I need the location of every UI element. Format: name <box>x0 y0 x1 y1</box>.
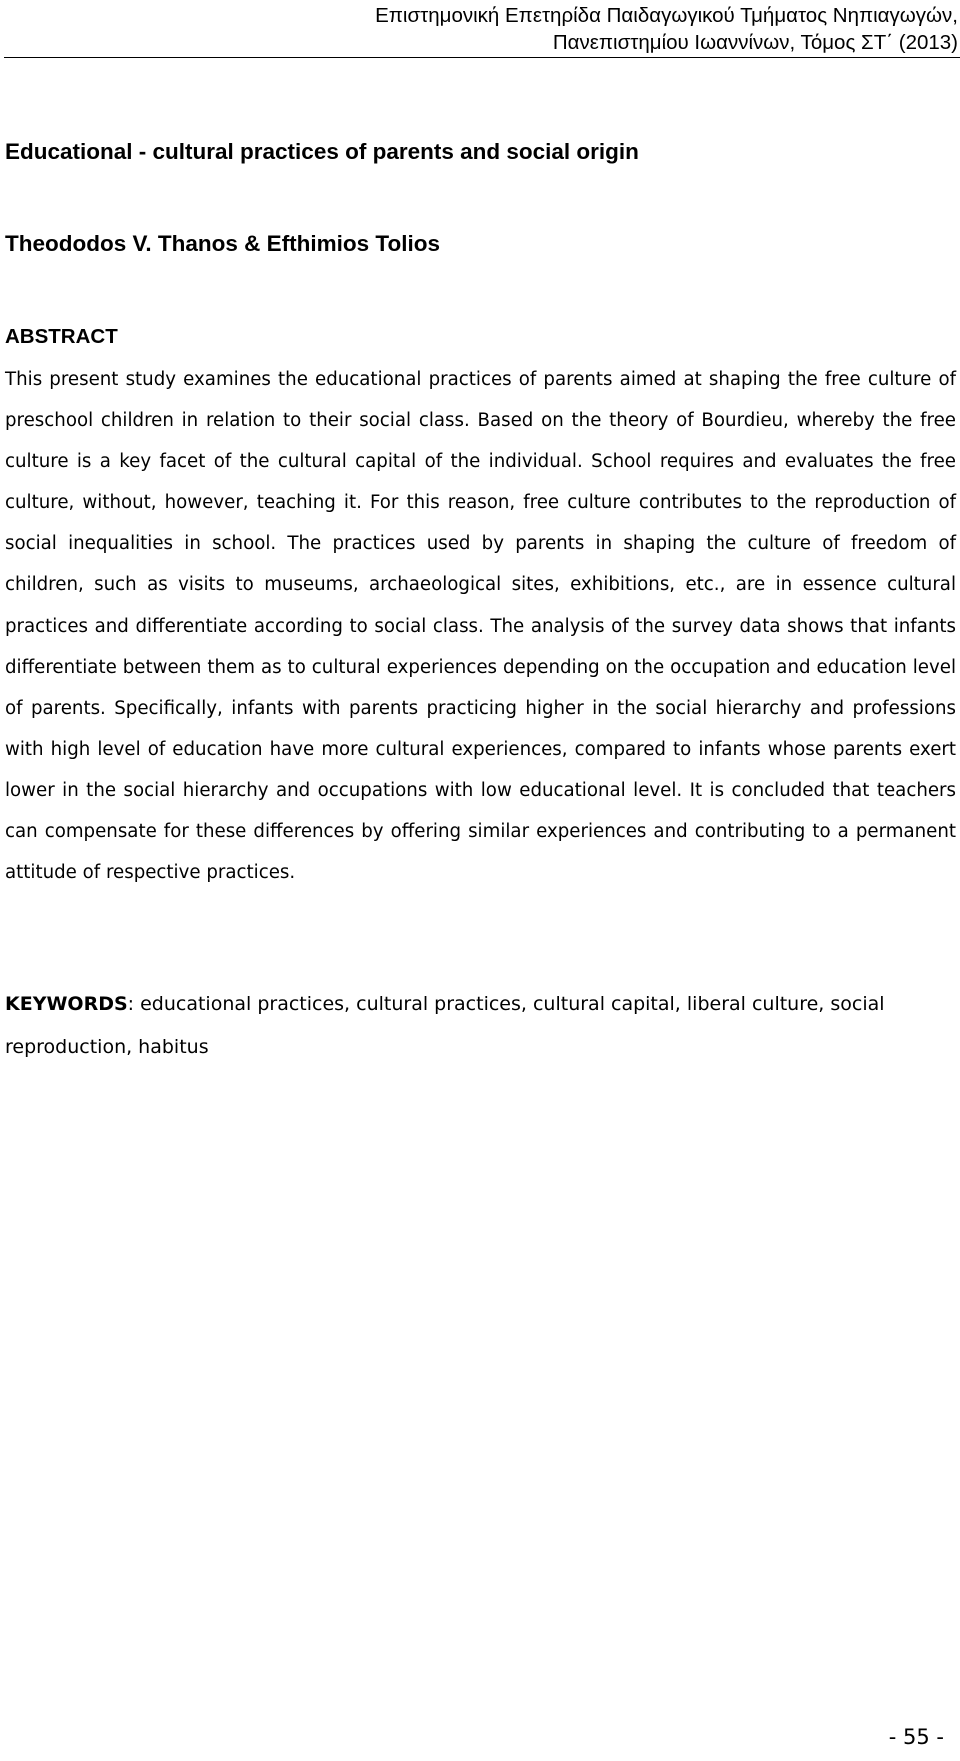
keywords-paragraph <box>5 983 956 1069</box>
paper-authors: Theododos V. Thanos & Efthimios Tolios <box>5 231 441 256</box>
header-divider <box>4 57 960 58</box>
journal-header-line-1: Επιστημονική Επετηρίδα Παιδαγωγικού Τμήματος Νηπιαγωγών, <box>375 4 958 27</box>
journal-header <box>375 2 958 56</box>
keywords-text: : educational practices, cultural practices, cultural capital, liberal culture, social reproduction, habitus <box>5 993 885 1058</box>
paper-title: Educational - cultural practices of parents and social origin <box>5 139 639 164</box>
page-number: - 55 - <box>888 1725 944 1749</box>
abstract-body <box>5 359 956 893</box>
abstract-text: This present study examines the educational practices of parents aimed at shaping the free culture of preschool children in relation to their social class. Based on the theory of Bourdieu, whereby the free culture is a key facet of the cultural capital of the individual. School requires and evaluates the free culture, without, however, teaching it. For this reason, free culture contributes to the reproduction of social inequalities in school. The practices used by parents in shaping the culture of freedom of children, such as visits to museums, archaeological sites, exhibitions, etc., are in essence cultural practices and differentiate according to social class. The analysis of the survey data shows that infants differentiate between them as to cultural experiences depending on the occupation and education level of parents. Specifically, infants with parents practicing higher in the social hierarchy and professions with high level of education have more cultural experiences, compared to infants whose parents exert lower in the social hierarchy and occupations with low educational level. It is concluded that teachers can compensate for these differences by offering similar experiences and contributing to a permanent attitude of respective practices. <box>5 369 956 884</box>
keywords-label: KEYWORDS <box>5 993 128 1015</box>
abstract-section <box>5 323 956 893</box>
abstract-heading: ABSTRACT <box>5 325 118 348</box>
journal-header-line-2: Πανεπιστημίου Ιωαννίνων, Τόμος ΣΤ΄ (2013) <box>552 31 958 54</box>
